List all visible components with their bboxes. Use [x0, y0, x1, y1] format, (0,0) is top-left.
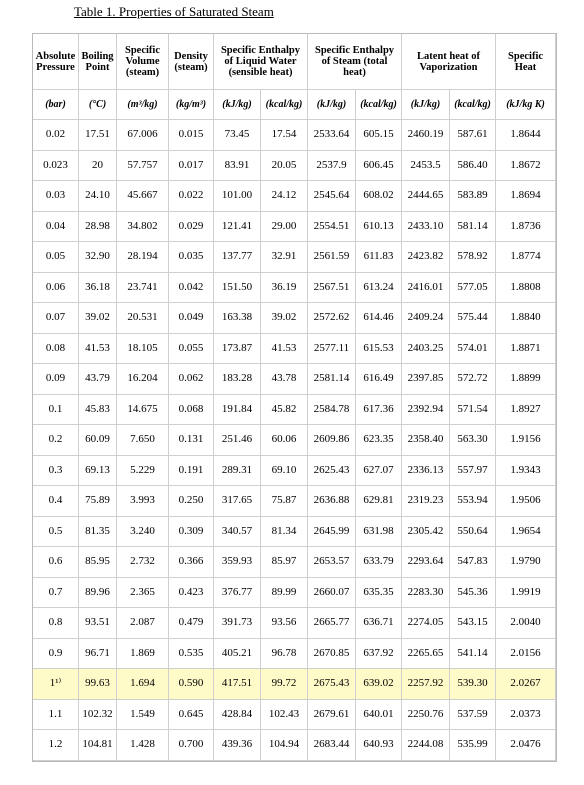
table-cell: 28.98	[79, 212, 117, 243]
table-cell: 0.7	[33, 578, 79, 609]
table-cell: 2561.59	[308, 242, 356, 273]
header-latent-heat: Latent heat of Vaporization	[402, 34, 496, 90]
unit-cell: (kJ/kg K)	[496, 90, 556, 120]
table-cell: 1.8736	[496, 212, 556, 243]
unit-cell: (kcal/kg)	[450, 90, 496, 120]
unit-cell: (kg/m³)	[169, 90, 214, 120]
table-cell: 2283.30	[402, 578, 450, 609]
units-row	[33, 90, 556, 120]
table-cell: 575.44	[450, 303, 496, 334]
table-row	[33, 456, 556, 487]
table-cell: 69.13	[79, 456, 117, 487]
table-row	[33, 730, 556, 761]
table-row	[33, 395, 556, 426]
table-cell: 615.53	[356, 334, 402, 365]
table-cell: 289.31	[214, 456, 261, 487]
table-cell: 2625.43	[308, 456, 356, 487]
table-cell: 428.84	[214, 700, 261, 731]
table-cell: 1.428	[117, 730, 169, 761]
table-cell: 45.83	[79, 395, 117, 426]
table-cell: 0.05	[33, 242, 79, 273]
table-cell: 636.71	[356, 608, 402, 639]
table-cell: 0.309	[169, 517, 214, 548]
table-cell: 2.365	[117, 578, 169, 609]
table-cell: 2636.88	[308, 486, 356, 517]
table-cell: 69.10	[261, 456, 308, 487]
table-cell: 631.98	[356, 517, 402, 548]
table-cell: 0.08	[33, 334, 79, 365]
table-cell: 2257.92	[402, 669, 450, 700]
header-specific-heat: Specific Heat	[496, 34, 556, 90]
table-cell: 183.28	[214, 364, 261, 395]
header-row	[33, 34, 556, 90]
table-cell: 0.4	[33, 486, 79, 517]
table-cell: 0.023	[33, 151, 79, 182]
table-row	[33, 181, 556, 212]
table-cell: 2537.9	[308, 151, 356, 182]
table-cell: 0.029	[169, 212, 214, 243]
table-cell: 151.50	[214, 273, 261, 304]
table-cell: 583.89	[450, 181, 496, 212]
table-cell: 539.30	[450, 669, 496, 700]
table-cell: 2.087	[117, 608, 169, 639]
table-cell: 605.15	[356, 120, 402, 151]
table-cell: 2679.61	[308, 700, 356, 731]
table-cell: 2460.19	[402, 120, 450, 151]
table-cell: 173.87	[214, 334, 261, 365]
table-cell: 2683.44	[308, 730, 356, 761]
table-cell: 17.51	[79, 120, 117, 151]
table-cell: 73.45	[214, 120, 261, 151]
table-cell: 391.73	[214, 608, 261, 639]
table-cell: 553.94	[450, 486, 496, 517]
table-cell: 20	[79, 151, 117, 182]
table-cell: 2305.42	[402, 517, 450, 548]
table-cell: 137.77	[214, 242, 261, 273]
table-row	[33, 212, 556, 243]
table-cell: 617.36	[356, 395, 402, 426]
table-cell: 1.8927	[496, 395, 556, 426]
table-cell: 104.94	[261, 730, 308, 761]
table-cell: 1.9506	[496, 486, 556, 517]
table-cell: 41.53	[261, 334, 308, 365]
table-row	[33, 517, 556, 548]
unit-cell: (bar)	[33, 90, 79, 120]
unit-cell: (°C)	[79, 90, 117, 120]
table-cell: 2545.64	[308, 181, 356, 212]
table-cell: 191.84	[214, 395, 261, 426]
table-cell: 251.46	[214, 425, 261, 456]
table-cell: 93.51	[79, 608, 117, 639]
table-cell: 28.194	[117, 242, 169, 273]
table-cell: 376.77	[214, 578, 261, 609]
table-cell: 557.97	[450, 456, 496, 487]
table-cell: 1.549	[117, 700, 169, 731]
table-cell: 340.57	[214, 517, 261, 548]
table-cell: 610.13	[356, 212, 402, 243]
table-cell: 93.56	[261, 608, 308, 639]
table-row	[33, 700, 556, 731]
table-cell: 2653.57	[308, 547, 356, 578]
table-cell: 1.9790	[496, 547, 556, 578]
table-cell: 2403.25	[402, 334, 450, 365]
table-cell: 1.9343	[496, 456, 556, 487]
table-cell: 635.35	[356, 578, 402, 609]
table-cell: 2645.99	[308, 517, 356, 548]
table-cell: 96.71	[79, 639, 117, 670]
table-cell: 2397.85	[402, 364, 450, 395]
table-cell: 32.90	[79, 242, 117, 273]
table-cell: 2244.08	[402, 730, 450, 761]
table-cell: 0.062	[169, 364, 214, 395]
table-cell: 41.53	[79, 334, 117, 365]
table-cell: 439.36	[214, 730, 261, 761]
table-cell: 2577.11	[308, 334, 356, 365]
header-specific-volume: Specific Volume (steam)	[117, 34, 169, 90]
table-cell: 2453.5	[402, 151, 450, 182]
table-cell: 99.63	[79, 669, 117, 700]
table-cell: 3.993	[117, 486, 169, 517]
table-cell: 2.0267	[496, 669, 556, 700]
table-cell: 0.022	[169, 181, 214, 212]
table-cell: 7.650	[117, 425, 169, 456]
table-cell: 0.055	[169, 334, 214, 365]
table-cell: 317.65	[214, 486, 261, 517]
table-cell: 2.0040	[496, 608, 556, 639]
table-cell: 629.81	[356, 486, 402, 517]
table-cell: 577.05	[450, 273, 496, 304]
table-cell: 121.41	[214, 212, 261, 243]
table-cell: 417.51	[214, 669, 261, 700]
table-cell: 57.757	[117, 151, 169, 182]
table-cell: 102.32	[79, 700, 117, 731]
table-cell: 606.45	[356, 151, 402, 182]
table-row	[33, 334, 556, 365]
table-cell: 2.732	[117, 547, 169, 578]
table-cell: 2554.51	[308, 212, 356, 243]
table-cell: 1.8774	[496, 242, 556, 273]
table-cell: 587.61	[450, 120, 496, 151]
table-cell: 545.36	[450, 578, 496, 609]
table-cell: 16.204	[117, 364, 169, 395]
table-cell: 640.93	[356, 730, 402, 761]
table-cell: 0.6	[33, 547, 79, 578]
table-cell: 0.479	[169, 608, 214, 639]
table-cell: 1.869	[117, 639, 169, 670]
table-cell: 85.97	[261, 547, 308, 578]
table-cell: 5.229	[117, 456, 169, 487]
table-cell: 633.79	[356, 547, 402, 578]
table-body	[33, 120, 556, 761]
unit-cell: (kcal/kg)	[261, 90, 308, 120]
table-cell: 29.00	[261, 212, 308, 243]
table-cell: 85.95	[79, 547, 117, 578]
table-cell: 0.09	[33, 364, 79, 395]
table-cell: 0.042	[169, 273, 214, 304]
table-cell: 102.43	[261, 700, 308, 731]
table-cell: 75.87	[261, 486, 308, 517]
table-cell: 2.0156	[496, 639, 556, 670]
table-cell: 623.35	[356, 425, 402, 456]
table-cell: 359.93	[214, 547, 261, 578]
table-cell: 1.9654	[496, 517, 556, 548]
table-cell: 2675.43	[308, 669, 356, 700]
table-cell: 2444.65	[402, 181, 450, 212]
table-cell: 1.9156	[496, 425, 556, 456]
table-row	[33, 273, 556, 304]
table-cell: 581.14	[450, 212, 496, 243]
unit-cell: (m³/kg)	[117, 90, 169, 120]
table-cell: 0.700	[169, 730, 214, 761]
table-row	[33, 639, 556, 670]
table-cell: 2392.94	[402, 395, 450, 426]
table-cell: 81.35	[79, 517, 117, 548]
table-cell: 2265.65	[402, 639, 450, 670]
table-cell: 616.49	[356, 364, 402, 395]
table-cell: 2567.51	[308, 273, 356, 304]
table-cell: 67.006	[117, 120, 169, 151]
table-cell: 2250.76	[402, 700, 450, 731]
table-row	[33, 364, 556, 395]
table-cell: 2293.64	[402, 547, 450, 578]
table-cell: 0.5	[33, 517, 79, 548]
table-cell: 541.14	[450, 639, 496, 670]
table-cell: 18.105	[117, 334, 169, 365]
table-cell: 0.017	[169, 151, 214, 182]
table-row	[33, 151, 556, 182]
table-cell: 163.38	[214, 303, 261, 334]
table-cell: 639.02	[356, 669, 402, 700]
table-cell: 578.92	[450, 242, 496, 273]
table-row	[33, 486, 556, 517]
table-cell: 2584.78	[308, 395, 356, 426]
table-cell: 36.19	[261, 273, 308, 304]
table-cell: 608.02	[356, 181, 402, 212]
table-cell: 20.05	[261, 151, 308, 182]
table-cell: 611.83	[356, 242, 402, 273]
table-cell: 0.366	[169, 547, 214, 578]
table-cell: 0.068	[169, 395, 214, 426]
header-density: Density (steam)	[169, 34, 214, 90]
table-cell: 0.07	[33, 303, 79, 334]
table-cell: 0.3	[33, 456, 79, 487]
table-cell: 2581.14	[308, 364, 356, 395]
table-cell: 2274.05	[402, 608, 450, 639]
table-cell: 81.34	[261, 517, 308, 548]
header-absolute-pressure: Absolute Pressure	[33, 34, 79, 90]
table-cell: 2533.64	[308, 120, 356, 151]
table-cell: 99.72	[261, 669, 308, 700]
table-cell: 2433.10	[402, 212, 450, 243]
table-row	[33, 425, 556, 456]
table-row	[33, 547, 556, 578]
header-enthalpy-steam: Specific Enthalpy of Steam (total heat)	[308, 34, 402, 90]
table-cell: 1.8694	[496, 181, 556, 212]
table-cell: 2.0476	[496, 730, 556, 761]
table-row	[33, 303, 556, 334]
table-cell: 1.8899	[496, 364, 556, 395]
table-cell: 0.191	[169, 456, 214, 487]
header-boiling-point: Boiling Point	[79, 34, 117, 90]
table-cell: 0.049	[169, 303, 214, 334]
table-cell: 60.09	[79, 425, 117, 456]
table-cell: 574.01	[450, 334, 496, 365]
table-cell: 34.802	[117, 212, 169, 243]
table-cell: 535.99	[450, 730, 496, 761]
table-cell: 1¹⁾	[33, 669, 79, 700]
header-enthalpy-liquid: Specific Enthalpy of Liquid Water (sensible heat)	[214, 34, 308, 90]
table-cell: 17.54	[261, 120, 308, 151]
table-cell: 45.82	[261, 395, 308, 426]
table-row	[33, 608, 556, 639]
table-cell: 0.9	[33, 639, 79, 670]
table-cell: 1.2	[33, 730, 79, 761]
table-cell: 2.0373	[496, 700, 556, 731]
table-cell: 1.1	[33, 700, 79, 731]
table-cell: 24.12	[261, 181, 308, 212]
table-cell: 83.91	[214, 151, 261, 182]
table-cell: 1.694	[117, 669, 169, 700]
table-cell: 0.2	[33, 425, 79, 456]
table-cell: 2423.82	[402, 242, 450, 273]
table-cell: 614.46	[356, 303, 402, 334]
table-cell: 32.91	[261, 242, 308, 273]
unit-cell: (kJ/kg)	[308, 90, 356, 120]
table-cell: 537.59	[450, 700, 496, 731]
table-cell: 0.590	[169, 669, 214, 700]
table-cell: 24.10	[79, 181, 117, 212]
table-cell: 0.645	[169, 700, 214, 731]
table-cell: 0.06	[33, 273, 79, 304]
table-row	[33, 120, 556, 151]
table-cell: 0.04	[33, 212, 79, 243]
table-cell: 586.40	[450, 151, 496, 182]
table-cell: 563.30	[450, 425, 496, 456]
table-cell: 104.81	[79, 730, 117, 761]
table-cell: 2319.23	[402, 486, 450, 517]
table-cell: 3.240	[117, 517, 169, 548]
table-cell: 0.1	[33, 395, 79, 426]
table-cell: 0.250	[169, 486, 214, 517]
table-cell: 1.8840	[496, 303, 556, 334]
table-cell: 43.78	[261, 364, 308, 395]
table-cell: 60.06	[261, 425, 308, 456]
unit-cell: (kcal/kg)	[356, 90, 402, 120]
table-cell: 43.79	[79, 364, 117, 395]
table-cell: 2416.01	[402, 273, 450, 304]
table-cell: 2336.13	[402, 456, 450, 487]
table-cell: 0.015	[169, 120, 214, 151]
table-cell: 0.423	[169, 578, 214, 609]
table-cell: 39.02	[79, 303, 117, 334]
table-row	[33, 578, 556, 609]
table-cell: 23.741	[117, 273, 169, 304]
table-cell: 0.535	[169, 639, 214, 670]
table-cell: 96.78	[261, 639, 308, 670]
table-cell: 0.8	[33, 608, 79, 639]
table-cell: 2572.62	[308, 303, 356, 334]
table-cell: 0.03	[33, 181, 79, 212]
table-cell: 2660.07	[308, 578, 356, 609]
table-cell: 14.675	[117, 395, 169, 426]
table-cell: 39.02	[261, 303, 308, 334]
table-cell: 75.89	[79, 486, 117, 517]
table-row	[33, 242, 556, 273]
table-cell: 0.131	[169, 425, 214, 456]
table-cell: 101.00	[214, 181, 261, 212]
table-caption: Table 1. Properties of Saturated Steam	[74, 4, 274, 19]
table-cell: 613.24	[356, 273, 402, 304]
table-cell: 2358.40	[402, 425, 450, 456]
table-cell: 571.54	[450, 395, 496, 426]
table-cell: 572.72	[450, 364, 496, 395]
unit-cell: (kJ/kg)	[214, 90, 261, 120]
table-cell: 405.21	[214, 639, 261, 670]
table-cell: 1.8808	[496, 273, 556, 304]
saturated-steam-table	[32, 33, 557, 762]
table-cell: 1.8672	[496, 151, 556, 182]
table-cell: 20.531	[117, 303, 169, 334]
table-row	[33, 669, 556, 700]
table-cell: 0.02	[33, 120, 79, 151]
table-cell: 89.96	[79, 578, 117, 609]
table-cell: 1.8871	[496, 334, 556, 365]
table-cell: 2670.85	[308, 639, 356, 670]
table-cell: 637.92	[356, 639, 402, 670]
unit-cell: (kJ/kg)	[402, 90, 450, 120]
table-cell: 640.01	[356, 700, 402, 731]
table-cell: 547.83	[450, 547, 496, 578]
table-cell: 2609.86	[308, 425, 356, 456]
table-cell: 0.035	[169, 242, 214, 273]
table-cell: 2409.24	[402, 303, 450, 334]
table-cell: 36.18	[79, 273, 117, 304]
table-cell: 543.15	[450, 608, 496, 639]
table-cell: 89.99	[261, 578, 308, 609]
table-cell: 2665.77	[308, 608, 356, 639]
table-cell: 1.9919	[496, 578, 556, 609]
table-cell: 1.8644	[496, 120, 556, 151]
table-cell: 550.64	[450, 517, 496, 548]
table-cell: 45.667	[117, 181, 169, 212]
table-cell: 627.07	[356, 456, 402, 487]
